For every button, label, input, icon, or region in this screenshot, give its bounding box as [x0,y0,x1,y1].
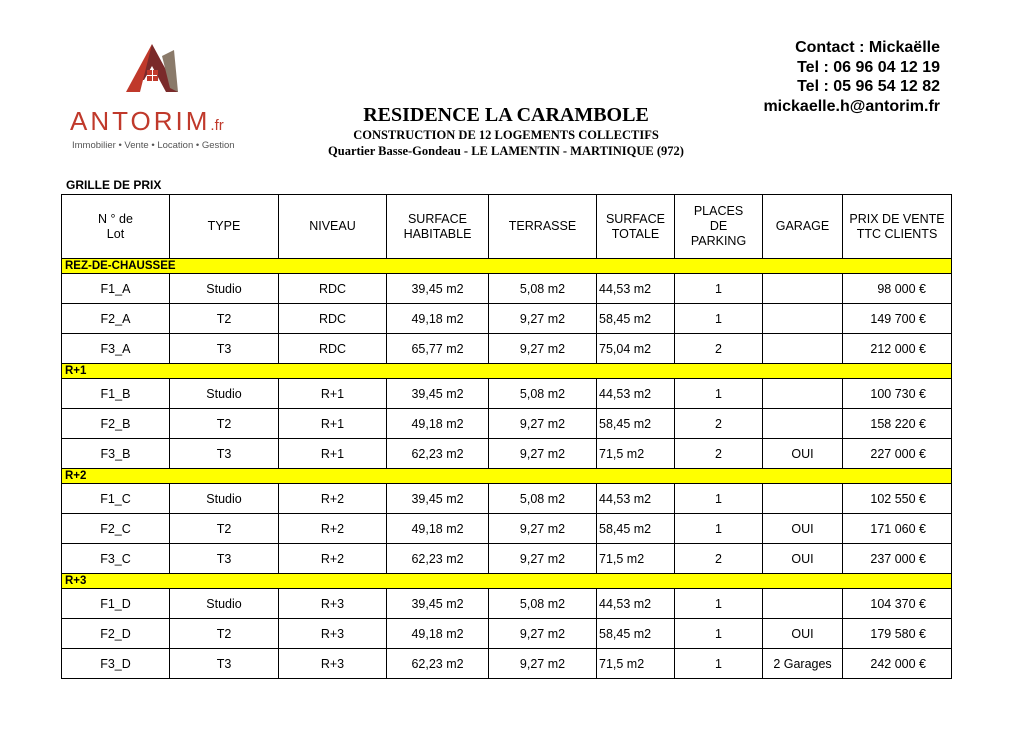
cell-terrasse: 9,27 m2 [489,304,597,334]
table-row [62,649,952,679]
cell-lot: F3_B [62,439,170,469]
section-label: R+1 [62,364,952,379]
cell-lot: F1_B [62,379,170,409]
cell-parking: 1 [675,379,763,409]
cell-type: T3 [170,334,279,364]
section-label: R+3 [62,574,952,589]
cell-niveau: RDC [279,274,387,304]
column-header [387,195,489,259]
price-grid-label: GRILLE DE PRIX [66,178,162,192]
cell-garage [763,304,843,334]
cell-surface-habitable: 39,45 m2 [387,589,489,619]
cell-garage: OUI [763,619,843,649]
cell-type: T2 [170,619,279,649]
cell-parking: 1 [675,649,763,679]
cell-surface-totale: 58,45 m2 [597,619,675,649]
table-row [62,619,952,649]
cell-terrasse: 5,08 m2 [489,589,597,619]
cell-prix: 158 220 € [843,409,952,439]
cell-niveau: RDC [279,334,387,364]
cell-type: Studio [170,484,279,514]
cell-terrasse: 5,08 m2 [489,379,597,409]
cell-prix: 149 700 € [843,304,952,334]
cell-parking: 2 [675,439,763,469]
cell-lot: F1_C [62,484,170,514]
cell-type: T2 [170,304,279,334]
column-header-line: Lot [106,226,125,241]
document-title-block [300,103,712,159]
cell-type: Studio [170,274,279,304]
contact-tel-mobile: Tel : 06 96 04 12 19 [797,58,940,76]
cell-surface-habitable: 62,23 m2 [387,439,489,469]
cell-prix: 237 000 € [843,544,952,574]
cell-lot: F3_A [62,334,170,364]
cell-lot: F2_B [62,409,170,439]
cell-parking: 1 [675,484,763,514]
document-subtitle: CONSTRUCTION DE 12 LOGEMENTS COLLECTIFS [353,128,659,142]
cell-parking: 1 [675,304,763,334]
cell-garage: OUI [763,514,843,544]
cell-type: Studio [170,589,279,619]
column-header-line: SURFACE [605,211,666,226]
cell-surface-habitable: 49,18 m2 [387,514,489,544]
cell-parking: 1 [675,514,763,544]
cell-terrasse: 9,27 m2 [489,619,597,649]
column-header-line: N ° de [98,211,133,226]
cell-lot: F2_A [62,304,170,334]
cell-garage [763,379,843,409]
cell-terrasse: 5,08 m2 [489,484,597,514]
cell-surface-totale: 71,5 m2 [597,649,675,679]
cell-garage: OUI [763,439,843,469]
cell-surface-habitable: 62,23 m2 [387,649,489,679]
cell-prix: 242 000 € [843,649,952,679]
cell-niveau: R+1 [279,409,387,439]
column-header [489,195,597,259]
cell-niveau: R+2 [279,514,387,544]
cell-type: T2 [170,514,279,544]
cell-surface-totale: 44,53 m2 [597,589,675,619]
cell-terrasse: 9,27 m2 [489,544,597,574]
cell-lot: F3_C [62,544,170,574]
cell-niveau: R+2 [279,544,387,574]
column-header-line: PARKING [690,234,747,248]
column-header-line: TERRASSE [508,219,577,233]
cell-niveau: R+3 [279,589,387,619]
cell-parking: 2 [675,544,763,574]
column-header [763,195,843,259]
logo-tagline: Immobilier • Vente • Location • Gestion [72,140,235,151]
section-label: R+2 [62,469,952,484]
cell-prix: 98 000 € [843,274,952,304]
table-row [62,589,952,619]
cell-niveau: R+3 [279,649,387,679]
cell-surface-habitable: 39,45 m2 [387,484,489,514]
column-header [170,195,279,259]
cell-lot: F1_D [62,589,170,619]
cell-niveau: RDC [279,304,387,334]
cell-type: T3 [170,649,279,679]
contact-name: Contact : Mickaëlle [795,39,940,56]
cell-surface-habitable: 65,77 m2 [387,334,489,364]
cell-surface-habitable: 39,45 m2 [387,379,489,409]
cell-niveau: R+1 [279,379,387,409]
cell-garage: OUI [763,544,843,574]
cell-surface-totale: 58,45 m2 [597,514,675,544]
logo-wordmark [70,106,224,137]
house-roof-icon [122,42,182,104]
cell-prix: 100 730 € [843,379,952,409]
column-header [675,195,763,259]
column-header [279,195,387,259]
column-header-line: GARAGE [775,219,830,233]
section-row [62,364,952,379]
cell-garage: 2 Garages [763,649,843,679]
table-row [62,379,952,409]
cell-terrasse: 9,27 m2 [489,649,597,679]
cell-parking: 2 [675,334,763,364]
cell-surface-habitable: 49,18 m2 [387,619,489,649]
contact-email: mickaelle.h@antorim.fr [763,97,940,115]
section-label: REZ-DE-CHAUSSEE [62,259,952,274]
contact-block [763,38,940,116]
column-header-line: PRIX DE VENTE [849,211,945,226]
cell-niveau: R+2 [279,484,387,514]
cell-surface-habitable: 49,18 m2 [387,304,489,334]
table-row [62,484,952,514]
cell-prix: 171 060 € [843,514,952,544]
cell-garage [763,589,843,619]
table-row [62,544,952,574]
cell-parking: 1 [675,589,763,619]
cell-terrasse: 9,27 m2 [489,409,597,439]
cell-type: T3 [170,544,279,574]
cell-surface-totale: 58,45 m2 [597,409,675,439]
logo-name: ANTORIM [70,106,211,136]
column-header [843,195,952,259]
cell-surface-totale: 71,5 m2 [597,544,675,574]
cell-surface-habitable: 39,45 m2 [387,274,489,304]
price-table [61,194,952,679]
column-header-line: NIVEAU [309,219,356,233]
table-body [62,259,952,679]
cell-terrasse: 5,08 m2 [489,274,597,304]
cell-garage [763,334,843,364]
cell-prix: 212 000 € [843,334,952,364]
section-row [62,259,952,274]
cell-terrasse: 9,27 m2 [489,439,597,469]
column-header-line: PLACES [693,204,744,218]
cell-prix: 179 580 € [843,619,952,649]
column-header [597,195,675,259]
cell-garage [763,274,843,304]
column-header-line: DE [709,219,728,233]
cell-prix: 104 370 € [843,589,952,619]
column-header [62,195,170,259]
cell-type: Studio [170,379,279,409]
cell-surface-habitable: 49,18 m2 [387,409,489,439]
column-header-line: SURFACE [407,211,468,226]
contact-tel-landline: Tel : 05 96 54 12 82 [797,78,940,95]
cell-surface-totale: 44,53 m2 [597,274,675,304]
table-row [62,439,952,469]
cell-parking: 2 [675,409,763,439]
table-row [62,514,952,544]
cell-prix: 227 000 € [843,439,952,469]
cell-lot: F1_A [62,274,170,304]
cell-type: T3 [170,439,279,469]
cell-surface-totale: 75,04 m2 [597,334,675,364]
table-header-row [62,195,952,259]
cell-surface-totale: 44,53 m2 [597,484,675,514]
cell-lot: F3_D [62,649,170,679]
table-row [62,409,952,439]
cell-type: T2 [170,409,279,439]
cell-surface-totale: 71,5 m2 [597,439,675,469]
document-location: Quartier Basse-Gondeau - LE LAMENTIN - MARTINIQUE (972) [328,144,684,158]
column-header-line: HABITABLE [403,226,472,241]
section-row [62,574,952,589]
cell-surface-totale: 44,53 m2 [597,379,675,409]
logo-suffix: .fr [210,117,224,134]
column-header-line: TOTALE [611,226,660,241]
cell-lot: F2_C [62,514,170,544]
cell-parking: 1 [675,619,763,649]
cell-garage [763,484,843,514]
section-row [62,469,952,484]
column-header-line: TTC CLIENTS [856,226,938,241]
cell-garage [763,409,843,439]
cell-prix: 102 550 € [843,484,952,514]
cell-lot: F2_D [62,619,170,649]
cell-niveau: R+1 [279,439,387,469]
cell-surface-habitable: 62,23 m2 [387,544,489,574]
document-title: RESIDENCE LA CARAMBOLE [363,104,649,126]
cell-parking: 1 [675,274,763,304]
table-row [62,274,952,304]
table-row [62,304,952,334]
cell-surface-totale: 58,45 m2 [597,304,675,334]
table-row [62,334,952,364]
cell-terrasse: 9,27 m2 [489,334,597,364]
cell-niveau: R+3 [279,619,387,649]
cell-terrasse: 9,27 m2 [489,514,597,544]
antorim-logo [70,40,250,155]
column-header-line: TYPE [207,219,241,233]
